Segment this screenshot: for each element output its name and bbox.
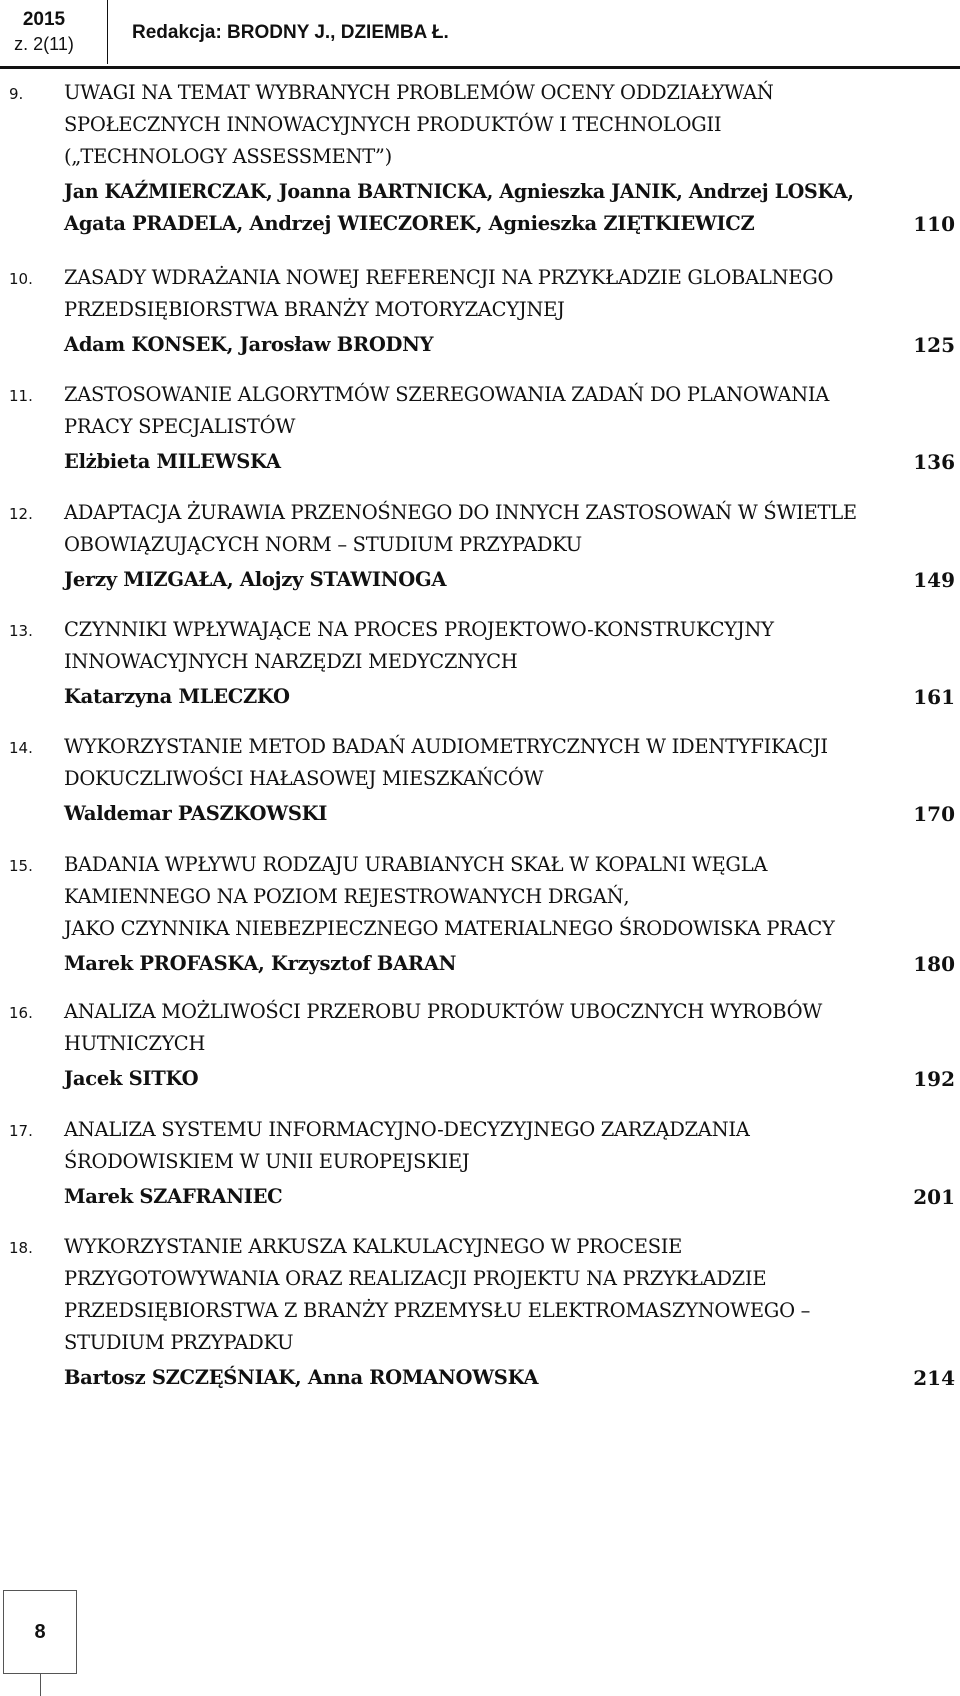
toc-entry-title-line: JAKO CZYNNIKA NIEBEZPIECZNEGO MATERIALNEGO ŚRODOWISKA PRACY — [64, 917, 835, 940]
toc-entry-title-line: CZYNNIKI WPŁYWAJĄCE NA PROCES PROJEKTOWO-KONSTRUKCYJNY — [64, 618, 774, 641]
toc-entry-title-line: HUTNICZYCH — [64, 1032, 206, 1055]
toc-entry-authors-line: Jan KAŹMIERCZAK, Joanna BARTNICKA, Agnieszka JANIK, Andrzej LOSKA, — [64, 180, 854, 203]
toc-entry-number: 12. — [9, 505, 33, 523]
toc-entry-page-number: 192 — [913, 1067, 955, 1091]
toc-entry-page-number: 149 — [913, 568, 955, 592]
footer-page-box-stem — [40, 1674, 41, 1696]
toc-entry-authors-line: Adam KONSEK, Jarosław BRODNY — [64, 333, 434, 356]
toc-entry-title-line: ŚRODOWISKIEM W UNII EUROPEJSKIEJ — [64, 1150, 470, 1173]
toc-entry-title-line: PRZYGOTOWYWANIA ORAZ REALIZACJI PROJEKTU NA PRZYKŁADZIE — [64, 1267, 767, 1290]
toc-entry-page-number: 201 — [913, 1185, 955, 1209]
header-divider — [107, 0, 108, 64]
toc-entry-title-line: BADANIA WPŁYWU RODZAJU URABIANYCH SKAŁ W KOPALNI WĘGLA — [64, 853, 768, 876]
toc-entry-authors-line: Katarzyna MLECZKO — [64, 685, 290, 708]
toc-entry-number: 11. — [9, 387, 33, 405]
toc-entry-title-line: („TECHNOLOGY ASSESSMENT”) — [64, 145, 392, 168]
toc-entry-authors-line: Jerzy MIZGAŁA, Alojzy STAWINOGA — [64, 568, 447, 591]
toc-entry-page-number: 214 — [913, 1366, 955, 1390]
toc-entry-title-line: ANALIZA MOŻLIWOŚCI PRZEROBU PRODUKTÓW UBOCZNYCH WYROBÓW — [64, 1000, 823, 1023]
toc-entry-authors-line: Marek SZAFRANIEC — [64, 1185, 283, 1208]
toc-entry-page-number: 180 — [913, 952, 955, 976]
toc-entry-number: 17. — [9, 1122, 33, 1140]
toc-entry-authors-line: Waldemar PASZKOWSKI — [64, 802, 328, 825]
page-header — [0, 0, 960, 70]
toc-entry-authors-line: Elżbieta MILEWSKA — [64, 450, 281, 473]
toc-entry-number: 15. — [9, 857, 33, 875]
toc-entry-title-line: ANALIZA SYSTEMU INFORMACYJNO-DECYZYJNEGO ZARZĄDZANIA — [64, 1118, 750, 1141]
toc-entry-title-line: UWAGI NA TEMAT WYBRANYCH PROBLEMÓW OCENY ODDZIAŁYWAŃ — [64, 81, 774, 104]
toc-entry-number: 10. — [9, 270, 33, 288]
toc-entry-authors-line: Agata PRADELA, Andrzej WIECZOREK, Agnieszka ZIĘTKIEWICZ — [64, 212, 755, 235]
toc-entry-page-number: 136 — [913, 450, 955, 474]
toc-entry-title-line: ZASTOSOWANIE ALGORYTMÓW SZEREGOWANIA ZADAŃ DO PLANOWANIA — [64, 383, 830, 406]
toc-entry-title-line: PRZEDSIĘBIORSTWA BRANŻY MOTORYZACYJNEJ — [64, 298, 565, 321]
toc-entry-title-line: OBOWIĄZUJĄCYCH NORM – STUDIUM PRZYPADKU — [64, 533, 582, 556]
toc-entry-title-line: SPOŁECZNYCH INNOWACYJNYCH PRODUKTÓW I TECHNOLOGII — [64, 113, 722, 136]
header-year: 2015 — [22, 9, 66, 30]
header-editors: Redakcja: BRODNY J., DZIEMBA Ł. — [132, 22, 449, 43]
toc-entry-title-line: DOKUCZLIWOŚCI HAŁASOWEJ MIESZKAŃCÓW — [64, 767, 544, 790]
toc-entry-page-number: 110 — [913, 212, 955, 236]
toc-entry-title-line: ADAPTACJA ŻURAWIA PRZENOŚNEGO DO INNYCH ZASTOSOWAŃ W ŚWIETLE — [64, 501, 857, 524]
toc-entry-title-line: WYKORZYSTANIE METOD BADAŃ AUDIOMETRYCZNYCH W IDENTYFIKACJI — [64, 735, 828, 758]
toc-entry-title-line: STUDIUM PRZYPADKU — [64, 1331, 294, 1354]
toc-entry-authors-line: Marek PROFASKA, Krzysztof BARAN — [64, 952, 457, 975]
footer-page-number: 8 — [34, 1621, 46, 1643]
toc-entry-page-number: 125 — [913, 333, 955, 357]
toc-entry-authors-line: Bartosz SZCZĘŚNIAK, Anna ROMANOWSKA — [64, 1366, 539, 1389]
toc-entry-number: 9. — [9, 85, 24, 103]
toc-entry-number: 13. — [9, 622, 33, 640]
toc-entry-title-line: INNOWACYJNYCH NARZĘDZI MEDYCZNYCH — [64, 650, 518, 673]
toc-entry-authors-line: Jacek SITKO — [64, 1067, 199, 1090]
toc-entry-number: 14. — [9, 739, 33, 757]
toc-entry-title-line: KAMIENNEGO NA POZIOM REJESTROWANYCH DRGAŃ, — [64, 885, 630, 908]
footer-page-box — [3, 1590, 77, 1674]
header-issue: z. 2(11) — [14, 34, 74, 54]
toc-entry-title-line: PRZEDSIĘBIORSTWA Z BRANŻY PRZEMYSŁU ELEKTROMASZYNOWEGO – — [64, 1299, 811, 1322]
toc-entry-title-line: ZASADY WDRAŻANIA NOWEJ REFERENCJI NA PRZYKŁADZIE GLOBALNEGO — [64, 266, 834, 289]
toc-entry-page-number: 170 — [913, 802, 955, 826]
toc-entry-title-line: WYKORZYSTANIE ARKUSZA KALKULACYJNEGO W PROCESIE — [64, 1235, 683, 1258]
toc-entry-number: 18. — [9, 1239, 33, 1257]
toc-entry-number: 16. — [9, 1004, 33, 1022]
toc-entry-title-line: PRACY SPECJALISTÓW — [64, 415, 296, 438]
toc-entry-page-number: 161 — [913, 685, 955, 709]
header-rule — [0, 66, 960, 69]
